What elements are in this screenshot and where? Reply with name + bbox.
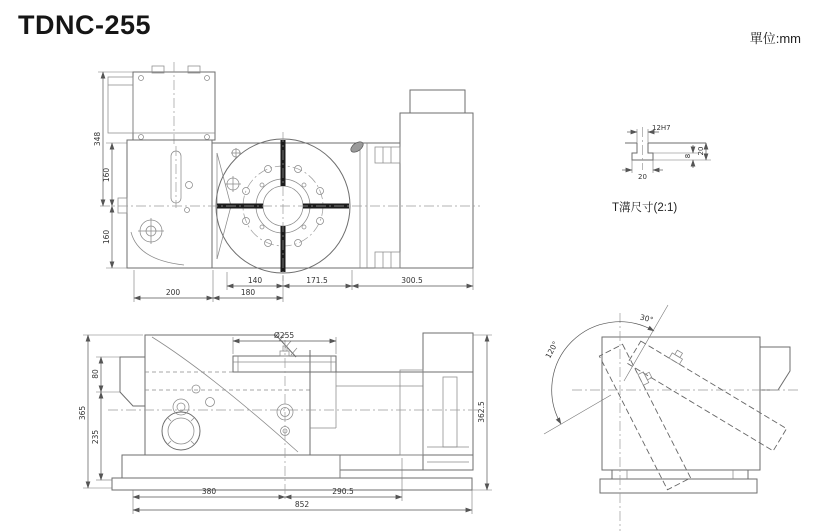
page-title: TDNC-255 [18, 10, 152, 40]
dim-tilt-ccw: 120° [543, 339, 561, 360]
tilt-range-view [544, 305, 798, 531]
dim-overall-height: 365 [78, 405, 87, 421]
dim-column-width: 300.5 [401, 276, 423, 285]
dim-total-depth: 20 [697, 146, 705, 156]
dim-surface-to-step: 80 [91, 369, 100, 379]
dim-base-mid: 180 [240, 288, 256, 297]
dim-half-width-front: 160 [102, 229, 111, 245]
front-view [78, 331, 492, 514]
dim-base-rear: 290.5 [332, 487, 354, 496]
table-position-30 [627, 332, 792, 451]
dim-table-diameter: Ø255 [273, 331, 295, 340]
dim-base-front: 380 [201, 487, 217, 496]
dim-base-depth: 8 [684, 153, 692, 159]
oil-plug-mark [349, 140, 365, 155]
table-platter [233, 346, 336, 372]
dim-tilt-cw: 30° [639, 312, 655, 325]
dim-base-width: 20 [638, 173, 647, 181]
dim-center-to-column: 171.5 [306, 276, 328, 285]
dim-half-width-rear: 160 [102, 167, 111, 183]
clamp-tab [375, 147, 400, 268]
dim-motor-length: 348 [93, 131, 102, 147]
dim-step-to-base: 235 [91, 429, 100, 445]
top-view [93, 62, 480, 302]
dim-column-height: 362.5 [477, 401, 486, 423]
dim-slot-width: 12H7 [652, 124, 671, 132]
head-fittings [162, 385, 293, 450]
dim-table-offset: 140 [247, 276, 263, 285]
dim-base-left: 200 [165, 288, 181, 297]
housing-details [138, 146, 241, 244]
t-slot-detail [612, 124, 711, 214]
dim-overall-length: 852 [294, 500, 310, 509]
unit-label: 單位:mm [749, 31, 801, 46]
table-position-120 [599, 339, 700, 489]
t-slot-detail-label: T溝尺寸(2:1) [612, 202, 678, 214]
